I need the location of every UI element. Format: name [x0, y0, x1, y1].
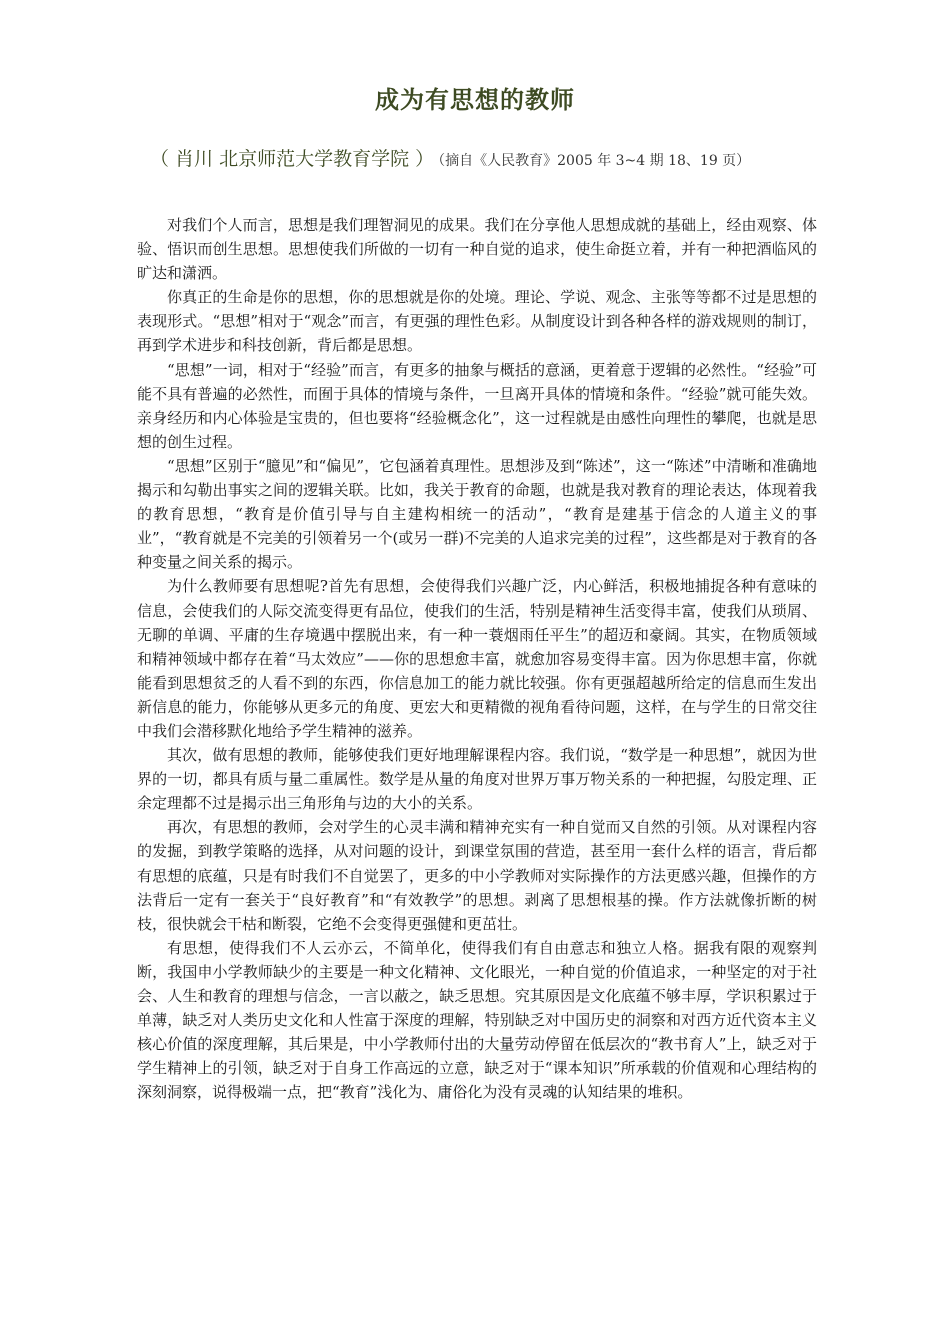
paragraph: 再次，有思想的教师，会对学生的心灵丰满和精神充实有一种自觉而又自然的引领。从对课程内容的发掘，到教学策略的选择，从对问题的设计，到课堂氛围的营造，甚至用一套什么样的语言，背后都有思想的底蕴，只是有时我们不自觉罢了，更多的中小学教师对实际操作的方法更感兴趣，但操作的方法背后一定有一套关于“良好教育”和“有效教学”的思想。剥离了思想根基的操。作方法就像折断的树枝，很快就会干枯和断裂，它绝不会变得更强健和更茁壮。 — [137, 818, 817, 933]
document-title: 成为有思想的教师 — [375, 86, 575, 114]
author-affiliation: （ 肖川 北京师范大学教育学院 ） — [150, 148, 435, 170]
paragraph: 为什么教师要有思想呢?首先有思想，会使得我们兴趣广泛，内心鲜活，积极地捕捉各种有意味的信息，会使我们的人际交流变得更有品位，使我们的生活，特别是精神生活变得丰富，使我们从琐屑、无聊的单调、平庸的生存境遇中摆脱出来，有一种一蓑烟雨任平生”的超迈和豪阔。其实，在物质领域和精神领域中都存在着“马太效应”——你的思想愈丰富，就愈加容易变得丰富。因为你思想丰富，你就能看到思想贫乏的人看不到的东西，你信息加工的能力就比较强。你有更强超越所给定的信息而生发出新信息的能力，你能够从更多元的角度、更宏大和更精微的视角看待问题，这样，在与学生的日常交往中我们会潜移默化地给予学生精神的滋养。 — [137, 577, 817, 740]
article-body — [137, 213, 817, 1104]
paragraph: “思想”一词，相对于“经验”而言，有更多的抽象与概括的意涵，更着意于逻辑的必然性。“经验”可能不具有普遍的必然性，而囿于具体的情境与条件，一旦离开具体的情境和条件。“经验”就可能失效。亲身经历和内心体验是宝贵的，但也要将“经验概念化”，这一过程就是由感性向理性的攀爬，也就是思想的创生过程。 — [137, 360, 817, 451]
paragraph: 有思想，使得我们不人云亦云，不简单化，使得我们有自由意志和独立人格。据我有限的观察判断，我国申小学教师缺少的主要是一种文化精神、文化眼光，一种自觉的价值追求，一种坚定的对于社会、人生和教育的理想与信念，一言以蔽之，缺乏思想。究其原因是文化底蕴不够丰厚，学识积累过于单薄，缺乏对人类历史文化和人性富于深度的理解，特别缺乏对中国历史的洞察和对西方近代资本主义核心价值的深度理解，其后果是，中小学教师付出的大量劳动停留在低层次的“教书育人”上，缺乏对于学生精神上的引领，缺乏对于自身工作高远的立意，缺乏对于“课本知识”所承载的价值观和心理结构的深刻洞察，说得极端一点，把“教育”浅化为、庸俗化为没有灵魂的认知结果的堆积。 — [137, 938, 817, 1102]
paragraph: “思想”区别于“臆见”和“偏见”，它包涵着真理性。思想涉及到“陈述”，这一“陈述”中清晰和准确地揭示和勾勒出事实之间的逻辑关联。比如，我关于教育的命题，也就是我对教育的理论表达，体现着我的教育思想，“教育是价值引导与自主建构相统一的活动”，“教育是建基于信念的人道主义的事业”，“教育就是不完美的引领着另一个(或另一群)不完美的人追求完美的过程”，这些都是对于教育的各种变量之间关系的揭示。 — [137, 456, 817, 572]
source-citation: （摘自《人民教育》2005 年 3~4 期 18、19 页） — [438, 153, 751, 169]
paragraph: 其次，做有思想的教师，能够使我们更好地理解课程内容。我们说，“数学是一种思想”，就因为世界的一切，都具有质与量二重属性。数学是从量的角度对世界万事万物关系的一种把握，勾股定理、正余定理都不过是揭示出三角形角与边的大小的关系。 — [137, 746, 817, 813]
paragraph: 你真正的生命是你的思想，你的思想就是你的处境。理论、学说、观念、主张等等都不过是思想的表现形式。“思想”相对于“观念”而言，有更强的理性色彩。从制度设计到各种各样的游戏规则的制订，再到学术进步和科技创新，背后都是思想。 — [137, 288, 817, 355]
byline — [150, 144, 910, 176]
paragraph: 对我们个人而言，思想是我们理智洞见的成果。我们在分享他人思想成就的基础上，经由观察、体验、悟识而创生思想。思想使我们所做的一切有一种自觉的追求，使生命挺立着，并有一种把酒临风的旷达和潇洒。 — [137, 216, 817, 283]
